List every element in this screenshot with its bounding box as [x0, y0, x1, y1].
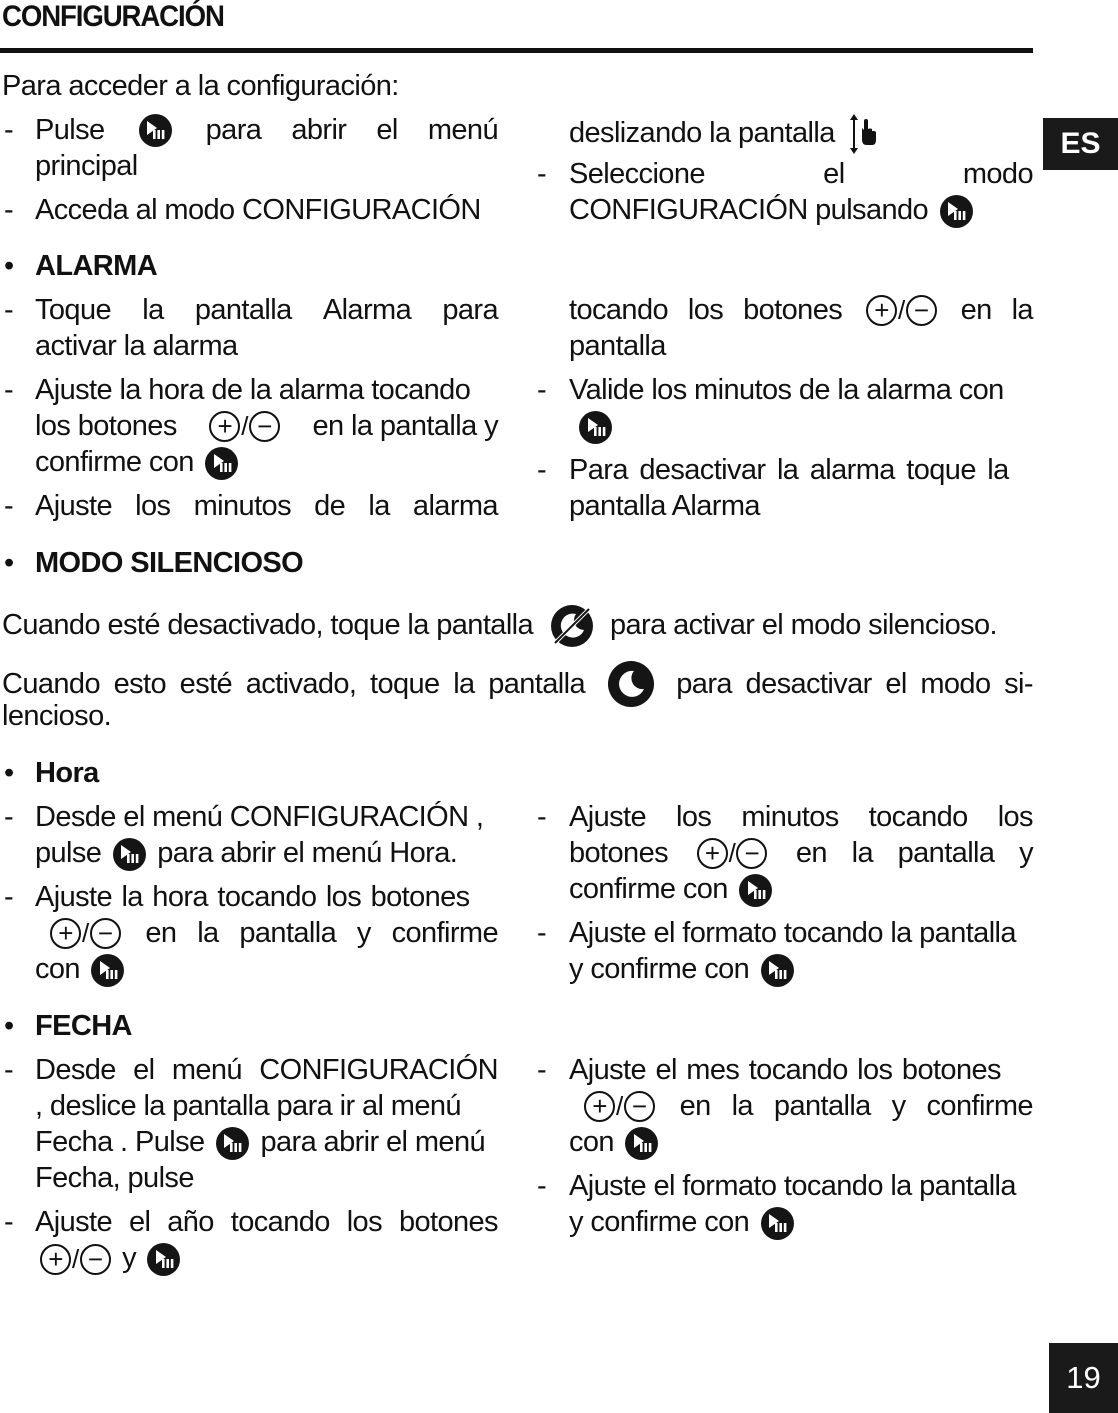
dash: -: [4, 374, 14, 406]
silent-off-icon: [549, 603, 595, 649]
fecha-right-4: Ajuste el formato tocando la pantalla: [569, 1170, 1016, 1202]
alarma-right-2: pantalla: [569, 330, 666, 362]
dash: -: [4, 490, 14, 522]
alarma-line-5: confirme con: [35, 444, 242, 480]
fecha-line-4: Fecha, pulse: [35, 1162, 194, 1194]
bullet: •: [4, 1010, 15, 1042]
ok-button-icon: [216, 1127, 249, 1160]
ok-button-icon: [739, 874, 772, 907]
page-number: 19: [1049, 1343, 1118, 1413]
ok-button-icon: [147, 1243, 180, 1276]
config-right-1: deslizando la pantalla: [569, 112, 878, 156]
dash: -: [4, 881, 14, 913]
fecha-right-1: Ajuste el mes tocando los botones: [569, 1054, 1001, 1086]
plus-minus-icon: + / −: [209, 408, 280, 444]
fecha-right-5: y confirme con: [569, 1204, 798, 1240]
config-line-3: Acceda al modo CONFIGURACIÓN: [35, 194, 481, 226]
config-right-3: CONFIGURACIÓN pulsando: [569, 192, 977, 228]
dash: -: [537, 1170, 547, 1202]
ok-button-icon: [625, 1127, 658, 1160]
section-title-fecha: FECHA: [35, 1010, 132, 1042]
ok-button-icon: [91, 954, 124, 987]
ok-button-icon: [579, 411, 612, 444]
fecha-line-5: Ajuste el año tocando los botones: [35, 1206, 498, 1238]
hora-right-5: y confirme con: [569, 951, 798, 987]
dash: -: [537, 374, 547, 406]
fecha-line-6: + / − y: [40, 1240, 184, 1277]
dash: -: [537, 454, 547, 486]
ok-button-icon: [139, 114, 172, 147]
ok-button-icon: [205, 447, 238, 480]
alarma-right-3: Valide los minutos de la alarma con: [569, 374, 1004, 406]
hora-line-3: Ajuste la hora tocando los botones: [35, 881, 470, 913]
section-title-silencioso: MODO SILENCIOSO: [35, 547, 304, 579]
title-rule: [0, 48, 1033, 53]
config-line-1: Pulse para abrir el menú: [35, 114, 498, 146]
fecha-right-3: con: [569, 1124, 662, 1160]
dash: -: [4, 194, 14, 226]
alarma-line-6: Ajuste los minutos de la alarma: [35, 490, 498, 522]
intro-text: Para acceder a la configuración:: [2, 70, 399, 102]
plus-minus-icon: + / −: [584, 1088, 655, 1124]
silent-on-icon: [607, 660, 655, 708]
plus-minus-icon: + / −: [697, 835, 768, 871]
alarma-right-4: [575, 408, 616, 444]
dash: -: [537, 158, 547, 190]
dash: -: [4, 114, 14, 146]
dash: -: [4, 1054, 14, 1086]
dash: -: [4, 1206, 14, 1238]
config-right-2: Seleccione el modo: [569, 158, 1033, 190]
dash: -: [4, 294, 14, 326]
hora-line-2: pulse para abrir el menú Hora.: [35, 837, 458, 869]
ok-button-icon: [113, 838, 146, 871]
hora-line-4: + / − en la pantalla y confirme: [50, 915, 498, 951]
alarma-line-4: los botones + / − en la pantalla y: [35, 410, 498, 442]
ok-button-icon: [761, 954, 794, 987]
fecha-line-1: Desde el menú CONFIGURACIÓN: [35, 1054, 498, 1086]
hora-line-5: con: [35, 951, 128, 987]
alarma-line-1: Toque la pantalla Alarma para: [35, 294, 498, 326]
bullet: •: [4, 547, 15, 579]
hora-right-1: Ajuste los minutos tocando los: [569, 801, 1033, 833]
ok-button-icon: [940, 195, 973, 228]
config-line-2: principal: [35, 150, 138, 182]
plus-minus-icon: + / −: [40, 1241, 111, 1277]
language-tab: ES: [1043, 118, 1118, 170]
plus-minus-icon: + / −: [50, 915, 121, 951]
alarma-right-5: Para desactivar la alarma toque la: [569, 454, 1009, 486]
hora-line-1: Desde el menú CONFIGURACIÓN ,: [35, 801, 484, 833]
fecha-right-2: + / − en la pantalla y confirme: [584, 1088, 1033, 1124]
section-title-alarma: ALARMA: [35, 250, 158, 282]
silencio-para-2: Cuando esto esté activado, toque la pantalla para desactivar el modo si-: [2, 660, 1033, 708]
alarma-right-6: pantalla Alarma: [569, 490, 760, 522]
hora-right-4: Ajuste el formato tocando la pantalla: [569, 917, 1016, 949]
bullet: •: [4, 250, 15, 282]
dash: -: [537, 801, 547, 833]
bullet: •: [4, 757, 15, 789]
silencio-para-1: Cuando esté desactivado, toque la pantalla para activar el modo silencioso.: [2, 603, 997, 649]
fecha-line-2: , deslice la pantalla para ir al menú: [35, 1090, 461, 1122]
plus-minus-icon: + / −: [866, 292, 937, 328]
hora-right-2: botones + / − en la pantalla y: [569, 837, 1033, 869]
fecha-line-3: Fecha . Pulse para abrir el menú: [35, 1126, 485, 1158]
dash: -: [4, 801, 14, 833]
alarma-line-2: activar la alarma: [35, 330, 238, 362]
alarma-right-1: tocando los botones + / − en la: [569, 294, 1033, 326]
silencio-para-2-end: lencioso.: [2, 700, 112, 732]
ok-button-icon: [761, 1207, 794, 1240]
swipe-icon: [848, 112, 878, 156]
dash: -: [537, 917, 547, 949]
alarma-line-3: Ajuste la hora de la alarma tocando: [35, 374, 471, 406]
page-title: CONFIGURACIÓN: [2, 0, 224, 33]
dash: -: [537, 1054, 547, 1086]
section-title-hora: Hora: [35, 757, 99, 789]
hora-right-3: confirme con: [569, 871, 776, 907]
